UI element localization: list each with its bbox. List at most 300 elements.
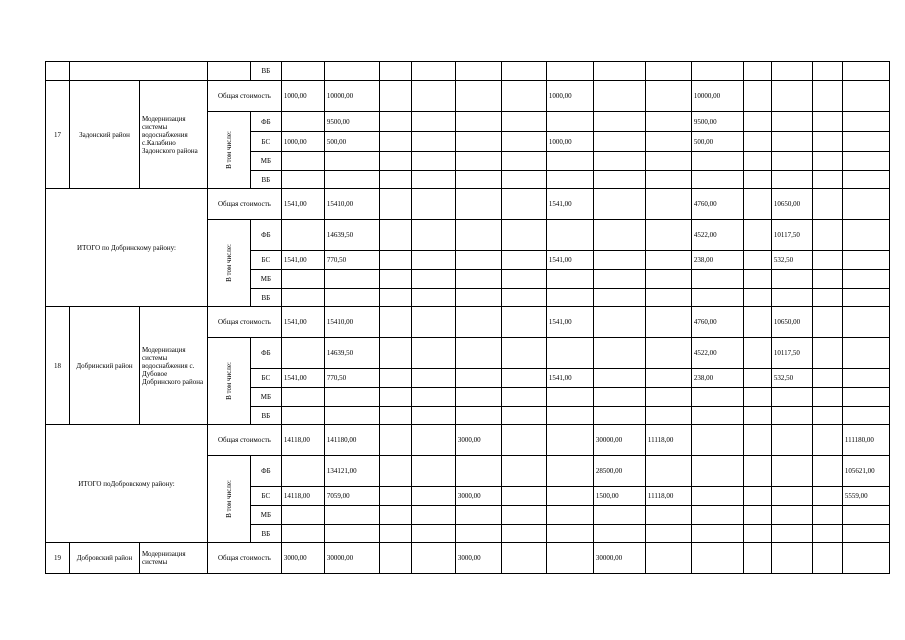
empty-cell bbox=[379, 270, 411, 289]
empty-cell bbox=[771, 152, 812, 171]
empty-cell bbox=[645, 220, 691, 251]
source-label: ВБ bbox=[250, 525, 281, 543]
empty-cell bbox=[593, 112, 645, 132]
district-name: Добровский район bbox=[70, 543, 140, 574]
empty-cell bbox=[501, 425, 546, 456]
empty-cell bbox=[281, 112, 324, 132]
value-cell: 14639,50 bbox=[324, 338, 379, 369]
value-cell: 10117,50 bbox=[771, 338, 812, 369]
empty-cell bbox=[593, 270, 645, 289]
empty-cell bbox=[842, 338, 889, 369]
empty-cell bbox=[411, 81, 455, 112]
empty-cell bbox=[411, 62, 455, 81]
empty-cell bbox=[455, 132, 501, 152]
source-label: БС bbox=[250, 132, 281, 152]
empty-cell bbox=[691, 152, 743, 171]
empty-cell bbox=[743, 388, 771, 407]
source-label: ВБ bbox=[250, 171, 281, 189]
empty-cell bbox=[771, 81, 812, 112]
empty-cell bbox=[812, 270, 842, 289]
empty-cell bbox=[593, 407, 645, 425]
empty-cell bbox=[411, 289, 455, 307]
empty-cell bbox=[501, 152, 546, 171]
empty-cell bbox=[411, 425, 455, 456]
empty-cell bbox=[691, 407, 743, 425]
empty-cell bbox=[691, 525, 743, 543]
empty-cell bbox=[645, 338, 691, 369]
empty-cell bbox=[379, 456, 411, 487]
value-cell: 1541,00 bbox=[546, 369, 593, 388]
empty-cell bbox=[842, 289, 889, 307]
subtotal-label: ИТОГО поДобровскому району: bbox=[46, 425, 208, 543]
empty-cell bbox=[455, 189, 501, 220]
value-cell: 141180,00 bbox=[324, 425, 379, 456]
empty-cell bbox=[743, 270, 771, 289]
empty-cell bbox=[501, 369, 546, 388]
source-label: ФБ bbox=[250, 220, 281, 251]
empty-cell bbox=[691, 388, 743, 407]
value-cell: 7059,00 bbox=[324, 487, 379, 506]
empty-cell bbox=[281, 388, 324, 407]
empty-cell bbox=[771, 171, 812, 189]
empty-cell bbox=[812, 81, 842, 112]
value-cell: 3000,00 bbox=[281, 543, 324, 574]
value-cell: 10117,50 bbox=[771, 220, 812, 251]
empty-cell bbox=[379, 338, 411, 369]
value-cell: 30000,00 bbox=[324, 543, 379, 574]
empty-cell bbox=[411, 251, 455, 270]
empty-cell bbox=[455, 456, 501, 487]
empty-cell bbox=[771, 388, 812, 407]
empty-cell bbox=[411, 407, 455, 425]
empty-cell bbox=[379, 307, 411, 338]
empty-cell bbox=[691, 456, 743, 487]
empty-cell bbox=[593, 289, 645, 307]
empty-cell bbox=[771, 525, 812, 543]
empty-cell bbox=[691, 425, 743, 456]
value-cell: 30000,00 bbox=[593, 543, 645, 574]
empty-cell bbox=[645, 525, 691, 543]
table-row bbox=[46, 81, 890, 112]
empty-cell bbox=[842, 388, 889, 407]
empty-cell bbox=[593, 152, 645, 171]
empty-cell bbox=[842, 171, 889, 189]
value-cell: 11118,00 bbox=[645, 487, 691, 506]
empty-cell bbox=[455, 152, 501, 171]
empty-cell bbox=[455, 289, 501, 307]
empty-cell bbox=[379, 289, 411, 307]
empty-cell bbox=[645, 456, 691, 487]
empty-cell bbox=[842, 369, 889, 388]
empty-cell bbox=[645, 289, 691, 307]
empty-cell bbox=[593, 369, 645, 388]
value-cell: 11118,00 bbox=[645, 425, 691, 456]
table-row bbox=[46, 62, 890, 81]
empty-cell bbox=[379, 220, 411, 251]
empty-cell bbox=[812, 62, 842, 81]
empty-cell bbox=[771, 456, 812, 487]
empty-cell bbox=[593, 338, 645, 369]
empty-cell bbox=[812, 189, 842, 220]
empty-cell bbox=[411, 338, 455, 369]
table-row bbox=[46, 425, 890, 456]
value-cell: 1000,00 bbox=[281, 81, 324, 112]
empty-cell bbox=[771, 62, 812, 81]
empty-cell bbox=[379, 251, 411, 270]
empty-cell bbox=[842, 62, 889, 81]
value-cell: 770,50 bbox=[324, 369, 379, 388]
empty-cell bbox=[812, 525, 842, 543]
empty-cell bbox=[501, 132, 546, 152]
empty-cell bbox=[645, 307, 691, 338]
value-cell: 10000,00 bbox=[324, 81, 379, 112]
empty-cell bbox=[379, 152, 411, 171]
empty-cell bbox=[771, 289, 812, 307]
empty-cell bbox=[379, 407, 411, 425]
empty-cell bbox=[546, 220, 593, 251]
value-cell: 1500,00 bbox=[593, 487, 645, 506]
empty-cell bbox=[645, 407, 691, 425]
total-cost-label: Общая стоимость bbox=[208, 307, 282, 338]
empty-cell bbox=[501, 251, 546, 270]
including-label: В том числе: bbox=[208, 220, 251, 307]
cell bbox=[208, 62, 251, 81]
empty-cell bbox=[593, 388, 645, 407]
value-cell: 10000,00 bbox=[691, 81, 743, 112]
empty-cell bbox=[281, 506, 324, 525]
empty-cell bbox=[411, 171, 455, 189]
row-number: 19 bbox=[46, 543, 70, 574]
empty-cell bbox=[743, 62, 771, 81]
empty-cell bbox=[771, 407, 812, 425]
empty-cell bbox=[743, 251, 771, 270]
empty-cell bbox=[455, 388, 501, 407]
empty-cell bbox=[379, 132, 411, 152]
source-label: МБ bbox=[250, 506, 281, 525]
empty-cell bbox=[842, 189, 889, 220]
empty-cell bbox=[842, 506, 889, 525]
empty-cell bbox=[645, 189, 691, 220]
financing-table bbox=[45, 61, 890, 574]
value-cell: 770,50 bbox=[324, 251, 379, 270]
empty-cell bbox=[645, 506, 691, 525]
empty-cell bbox=[455, 171, 501, 189]
empty-cell bbox=[281, 338, 324, 369]
source-label: ВБ bbox=[250, 289, 281, 307]
value-cell: 532,50 bbox=[771, 369, 812, 388]
empty-cell bbox=[324, 152, 379, 171]
empty-cell bbox=[546, 506, 593, 525]
empty-cell bbox=[645, 81, 691, 112]
empty-cell bbox=[812, 388, 842, 407]
value-cell: 30000,00 bbox=[593, 425, 645, 456]
empty-cell bbox=[379, 189, 411, 220]
empty-cell bbox=[743, 81, 771, 112]
empty-cell bbox=[812, 132, 842, 152]
empty-cell bbox=[771, 425, 812, 456]
empty-cell bbox=[411, 152, 455, 171]
source-label: ВБ bbox=[250, 62, 281, 81]
value-cell: 500,00 bbox=[324, 132, 379, 152]
source-label: МБ bbox=[250, 152, 281, 171]
empty-cell bbox=[324, 270, 379, 289]
empty-cell bbox=[411, 506, 455, 525]
empty-cell bbox=[324, 62, 379, 81]
empty-cell bbox=[743, 487, 771, 506]
value-cell: 105621,00 bbox=[842, 456, 889, 487]
empty-cell bbox=[743, 189, 771, 220]
empty-cell bbox=[691, 543, 743, 574]
empty-cell bbox=[379, 388, 411, 407]
value-cell: 4522,00 bbox=[691, 338, 743, 369]
source-label: БС bbox=[250, 487, 281, 506]
empty-cell bbox=[455, 81, 501, 112]
value-cell: 1541,00 bbox=[281, 307, 324, 338]
value-cell: 14118,00 bbox=[281, 425, 324, 456]
value-cell: 15410,00 bbox=[324, 307, 379, 338]
empty-cell bbox=[379, 171, 411, 189]
empty-cell bbox=[743, 132, 771, 152]
empty-cell bbox=[812, 425, 842, 456]
empty-cell bbox=[324, 506, 379, 525]
empty-cell bbox=[455, 62, 501, 81]
empty-cell bbox=[379, 62, 411, 81]
empty-cell bbox=[743, 425, 771, 456]
empty-cell bbox=[281, 152, 324, 171]
value-cell: 1541,00 bbox=[546, 307, 593, 338]
empty-cell bbox=[743, 112, 771, 132]
empty-cell bbox=[411, 189, 455, 220]
table-row bbox=[46, 543, 890, 574]
empty-cell bbox=[501, 407, 546, 425]
empty-cell bbox=[812, 543, 842, 574]
empty-cell bbox=[645, 251, 691, 270]
project-name: Модернизация системы водоснабжения с. Дубовое Добринского района bbox=[140, 307, 208, 425]
empty-cell bbox=[546, 62, 593, 81]
empty-cell bbox=[645, 132, 691, 152]
empty-cell bbox=[501, 456, 546, 487]
district-name: Задонский район bbox=[70, 81, 140, 189]
empty-cell bbox=[842, 152, 889, 171]
empty-cell bbox=[593, 251, 645, 270]
empty-cell bbox=[546, 152, 593, 171]
empty-cell bbox=[281, 456, 324, 487]
empty-cell bbox=[324, 289, 379, 307]
empty-cell bbox=[691, 171, 743, 189]
empty-cell bbox=[593, 525, 645, 543]
empty-cell bbox=[842, 307, 889, 338]
empty-cell bbox=[379, 369, 411, 388]
empty-cell bbox=[842, 407, 889, 425]
empty-cell bbox=[501, 81, 546, 112]
empty-cell bbox=[324, 525, 379, 543]
empty-cell bbox=[281, 289, 324, 307]
total-cost-label: Общая стоимость bbox=[208, 189, 282, 220]
source-label: МБ bbox=[250, 270, 281, 289]
empty-cell bbox=[379, 487, 411, 506]
empty-cell bbox=[812, 112, 842, 132]
empty-cell bbox=[379, 525, 411, 543]
value-cell: 9500,00 bbox=[691, 112, 743, 132]
empty-cell bbox=[455, 307, 501, 338]
subtotal-label: ИТОГО по Добринскому району: bbox=[46, 189, 208, 307]
empty-cell bbox=[645, 270, 691, 289]
including-label: В том числе: bbox=[208, 456, 251, 543]
value-cell: 3000,00 bbox=[455, 425, 501, 456]
value-cell: 4760,00 bbox=[691, 307, 743, 338]
empty-cell bbox=[743, 289, 771, 307]
empty-cell bbox=[812, 506, 842, 525]
source-label: ФБ bbox=[250, 338, 281, 369]
empty-cell bbox=[281, 407, 324, 425]
value-cell: 4760,00 bbox=[691, 189, 743, 220]
value-cell: 1000,00 bbox=[281, 132, 324, 152]
total-cost-label: Общая стоимость bbox=[208, 81, 282, 112]
empty-cell bbox=[379, 543, 411, 574]
empty-cell bbox=[842, 270, 889, 289]
empty-cell bbox=[593, 189, 645, 220]
empty-cell bbox=[743, 407, 771, 425]
empty-cell bbox=[411, 220, 455, 251]
empty-cell bbox=[546, 112, 593, 132]
empty-cell bbox=[455, 525, 501, 543]
empty-cell bbox=[546, 487, 593, 506]
empty-cell bbox=[455, 338, 501, 369]
empty-cell bbox=[501, 506, 546, 525]
empty-cell bbox=[411, 543, 455, 574]
empty-cell bbox=[743, 171, 771, 189]
empty-cell bbox=[743, 220, 771, 251]
source-label: БС bbox=[250, 251, 281, 270]
empty-cell bbox=[455, 506, 501, 525]
empty-cell bbox=[546, 270, 593, 289]
empty-cell bbox=[743, 307, 771, 338]
empty-cell bbox=[842, 543, 889, 574]
empty-cell bbox=[593, 506, 645, 525]
value-cell: 14639,50 bbox=[324, 220, 379, 251]
empty-cell bbox=[812, 251, 842, 270]
value-cell: 1541,00 bbox=[546, 189, 593, 220]
empty-cell bbox=[645, 543, 691, 574]
empty-cell bbox=[645, 369, 691, 388]
empty-cell bbox=[645, 152, 691, 171]
empty-cell bbox=[324, 171, 379, 189]
empty-cell bbox=[501, 289, 546, 307]
empty-cell bbox=[324, 407, 379, 425]
empty-cell bbox=[842, 251, 889, 270]
value-cell: 500,00 bbox=[691, 132, 743, 152]
empty-cell bbox=[501, 171, 546, 189]
empty-cell bbox=[771, 112, 812, 132]
source-label: ВБ bbox=[250, 407, 281, 425]
empty-cell bbox=[281, 62, 324, 81]
empty-cell bbox=[501, 112, 546, 132]
empty-cell bbox=[501, 525, 546, 543]
empty-cell bbox=[501, 338, 546, 369]
empty-cell bbox=[691, 506, 743, 525]
empty-cell bbox=[743, 525, 771, 543]
value-cell: 1541,00 bbox=[546, 251, 593, 270]
value-cell: 9500,00 bbox=[324, 112, 379, 132]
empty-cell bbox=[455, 112, 501, 132]
empty-cell bbox=[379, 425, 411, 456]
empty-cell bbox=[842, 112, 889, 132]
empty-cell bbox=[411, 525, 455, 543]
value-cell: 10650,00 bbox=[771, 189, 812, 220]
source-label: БС bbox=[250, 369, 281, 388]
empty-cell bbox=[593, 81, 645, 112]
empty-cell bbox=[455, 369, 501, 388]
total-cost-label: Общая стоимость bbox=[208, 425, 282, 456]
empty-cell bbox=[501, 189, 546, 220]
empty-cell bbox=[411, 456, 455, 487]
value-cell: 5559,00 bbox=[842, 487, 889, 506]
empty-cell bbox=[411, 270, 455, 289]
empty-cell bbox=[324, 388, 379, 407]
empty-cell bbox=[546, 543, 593, 574]
empty-cell bbox=[546, 407, 593, 425]
value-cell: 3000,00 bbox=[455, 543, 501, 574]
empty-cell bbox=[743, 369, 771, 388]
value-cell: 238,00 bbox=[691, 251, 743, 270]
empty-cell bbox=[546, 525, 593, 543]
empty-cell bbox=[812, 307, 842, 338]
empty-cell bbox=[379, 112, 411, 132]
empty-cell bbox=[771, 487, 812, 506]
empty-cell bbox=[645, 112, 691, 132]
empty-cell bbox=[812, 338, 842, 369]
empty-cell bbox=[281, 220, 324, 251]
empty-cell bbox=[771, 543, 812, 574]
empty-cell bbox=[501, 388, 546, 407]
empty-cell bbox=[812, 220, 842, 251]
row-number: 17 bbox=[46, 81, 70, 189]
value-cell: 134121,00 bbox=[324, 456, 379, 487]
empty-cell bbox=[379, 81, 411, 112]
value-cell: 4522,00 bbox=[691, 220, 743, 251]
empty-cell bbox=[281, 171, 324, 189]
empty-cell bbox=[501, 487, 546, 506]
empty-cell bbox=[842, 81, 889, 112]
project-name: Модернизация системы bbox=[140, 543, 208, 574]
cell bbox=[46, 62, 70, 81]
value-cell: 3000,00 bbox=[455, 487, 501, 506]
empty-cell bbox=[812, 171, 842, 189]
empty-cell bbox=[812, 289, 842, 307]
empty-cell bbox=[743, 506, 771, 525]
empty-cell bbox=[743, 338, 771, 369]
empty-cell bbox=[691, 270, 743, 289]
empty-cell bbox=[411, 369, 455, 388]
empty-cell bbox=[812, 369, 842, 388]
empty-cell bbox=[546, 171, 593, 189]
row-number: 18 bbox=[46, 307, 70, 425]
project-name: Модернизация системы водоснабжения с.Калабино Задонского района bbox=[140, 81, 208, 189]
empty-cell bbox=[593, 171, 645, 189]
empty-cell bbox=[812, 456, 842, 487]
empty-cell bbox=[379, 506, 411, 525]
empty-cell bbox=[645, 388, 691, 407]
total-cost-label: Общая стоимость bbox=[208, 543, 282, 574]
table-row bbox=[46, 307, 890, 338]
empty-cell bbox=[812, 487, 842, 506]
empty-cell bbox=[546, 338, 593, 369]
empty-cell bbox=[281, 270, 324, 289]
value-cell: 1541,00 bbox=[281, 189, 324, 220]
empty-cell bbox=[281, 525, 324, 543]
empty-cell bbox=[812, 407, 842, 425]
empty-cell bbox=[501, 270, 546, 289]
